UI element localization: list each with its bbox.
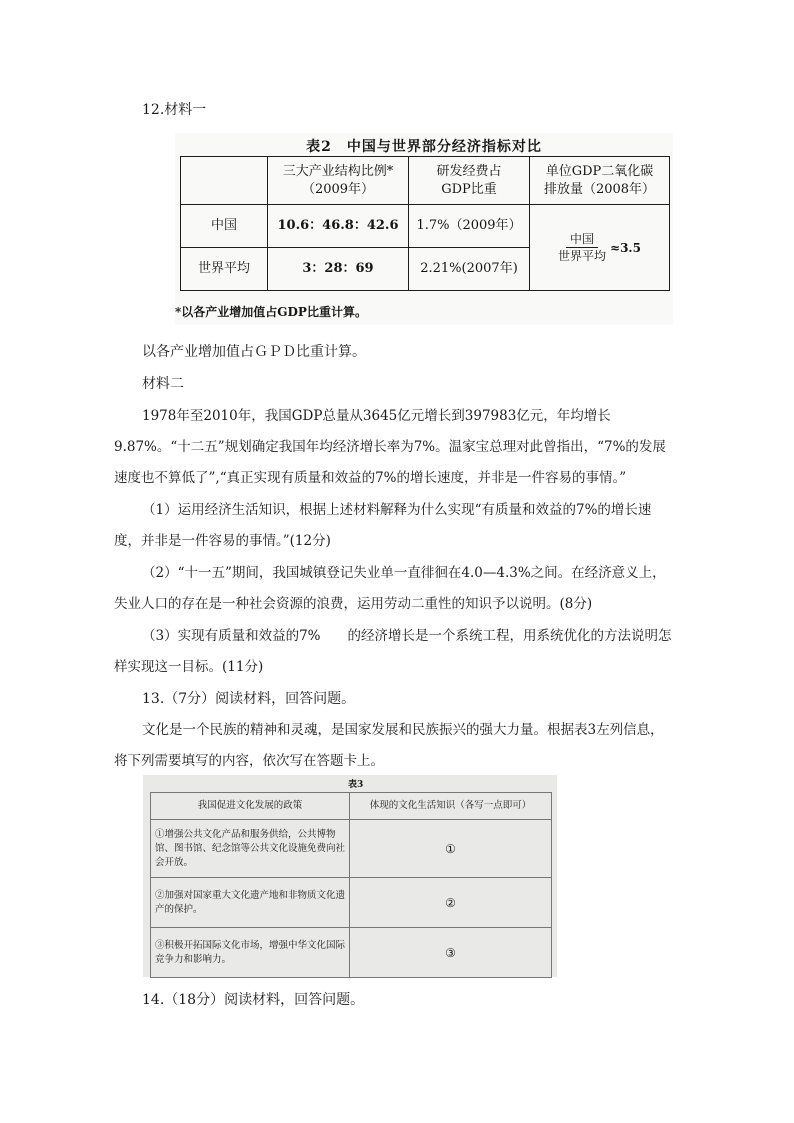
co2-ratio-cell bbox=[530, 205, 670, 291]
table-row bbox=[151, 928, 552, 978]
question-2-line-2: 失业人口的存在是一种社会资源的浪费，运用劳动二重性的知识予以说明。(8分) bbox=[114, 596, 593, 612]
material-2-line-2: 9.87%。“十二五”规划确定我国年均经济增长率为7%。温家宝总理对此曾指出，“7%的发展 bbox=[114, 439, 666, 455]
table-2-header-rd: 研发经费占 GDP比重 bbox=[409, 157, 530, 205]
material-2-label: 材料二 bbox=[142, 376, 184, 392]
table-2-note: *以各产业增加值占GDP比重计算。 bbox=[175, 305, 367, 319]
table-2-corner-cell bbox=[181, 157, 268, 205]
co2-ratio bbox=[558, 231, 641, 264]
question-13-line-1: 文化是一个民族的精神和灵魂，是国家发展和民族振兴的强大力量。根据表3左列信息， bbox=[142, 722, 664, 738]
table-3 bbox=[150, 792, 552, 978]
question-3-line-2: 样实现这一目标。(11分) bbox=[114, 659, 264, 675]
question-3-line-1: （3）实现有质量和效益的7% 的经济增长是一个系统工程，用系统优化的方法说明怎 bbox=[142, 628, 672, 644]
question-1-line-2: 度，并非是一件容易的事情。”(12分) bbox=[114, 533, 331, 549]
footnote-text: 以各产业增加值占ＧＰＤ比重计算。 bbox=[142, 344, 366, 360]
table-row bbox=[181, 205, 670, 248]
policy-1: ①增强公共文化产品和服务供给，公共博物馆、图书馆、纪念馆等公共文化设施免费向社会开放。 bbox=[151, 820, 350, 878]
policy-2: ②加强对国家重大文化遗产地和非物质文化遗产的保护。 bbox=[151, 878, 350, 928]
material-2-line-1: 1978年至2010年，我国GDP总量从3645亿元增长到397983亿元，年均增长 bbox=[142, 408, 611, 424]
row-label-china: 中国 bbox=[181, 205, 268, 248]
question-12-label: 12.材料一 bbox=[142, 102, 207, 118]
table-2 bbox=[180, 156, 670, 291]
structure-world: 3：28：69 bbox=[268, 248, 409, 291]
policy-3: ③积极开拓国际文化市场，增强中华文化国际竞争力和影响力。 bbox=[151, 928, 350, 978]
table-row bbox=[151, 820, 552, 878]
structure-china: 10.6：46.8：42.6 bbox=[268, 205, 409, 248]
rd-china: 1.7%（2009年） bbox=[409, 205, 530, 248]
question-2-line-1: （2）“十一五”期间，我国城镇登记失业单一直徘徊在4.0—4.3%之间。在经济意义上， bbox=[142, 565, 666, 581]
co2-value: ≈3.5 bbox=[610, 240, 641, 255]
co2-denominator: 世界平均 bbox=[558, 249, 607, 263]
table-row bbox=[151, 878, 552, 928]
table-2-header-co2: 单位GDP二氧化碳 排放量（2008年） bbox=[530, 157, 670, 205]
question-13-heading: 13.（7分）阅读材料，回答问题。 bbox=[142, 691, 356, 707]
question-1-line-1: （1）运用经济生活知识，根据上述材料解释为什么实现“有质量和效益的7%的增长速 bbox=[142, 502, 652, 518]
answer-mark-2: ② bbox=[350, 878, 552, 928]
material-2-line-3: 速度也不算低了”,“真正实现有质量和效益的7%的增长速度，并非是一件容易的事情。” bbox=[114, 470, 627, 486]
question-13-line-2: 将下列需要填写的内容，依次写在答题卡上。 bbox=[114, 753, 384, 769]
table-2-caption: 表2 中国与世界部分经济指标对比 bbox=[306, 139, 542, 155]
question-14-heading: 14.（18分）阅读材料，回答问题。 bbox=[142, 992, 365, 1008]
co2-numerator: 中国 bbox=[566, 231, 598, 248]
table-2-header-structure: 三大产业结构比例* （2009年） bbox=[268, 157, 409, 205]
table-3-image bbox=[143, 775, 557, 977]
answer-mark-1: ① bbox=[350, 820, 552, 878]
rd-world: 2.21%(2007年) bbox=[409, 248, 530, 291]
table-3-caption: 表3 bbox=[348, 780, 364, 790]
table-3-header-knowledge: 体现的文化生活知识（各写一点即可） bbox=[350, 793, 552, 820]
row-label-world: 世界平均 bbox=[181, 248, 268, 291]
table-2-image bbox=[175, 133, 673, 325]
table-3-header-policy: 我国促进文化发展的政策 bbox=[151, 793, 350, 820]
answer-mark-3: ③ bbox=[350, 928, 552, 978]
